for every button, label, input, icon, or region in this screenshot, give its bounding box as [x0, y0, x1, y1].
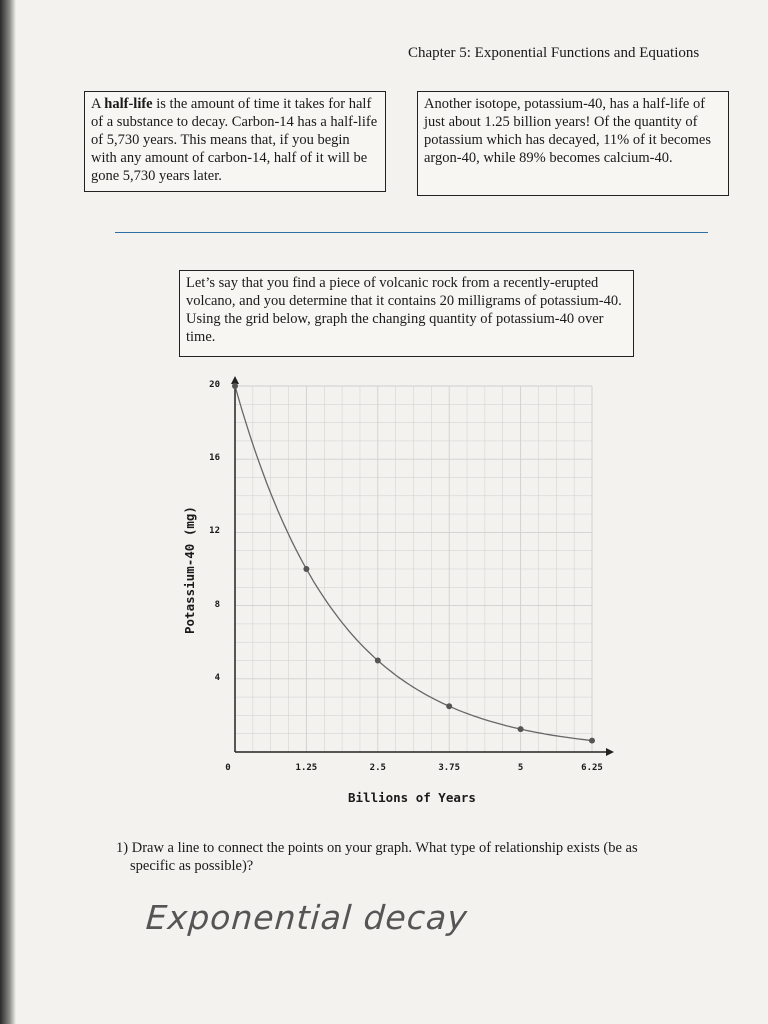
data-point: [232, 383, 238, 389]
data-point: [303, 566, 309, 572]
x-axis-label: Billions of Years: [348, 790, 476, 805]
data-point: [518, 726, 524, 732]
half-life-term: half-life: [104, 96, 153, 112]
x-tick-label: 6.25: [581, 763, 603, 773]
y-tick-label: 8: [214, 599, 220, 610]
x-tick-label: 5: [517, 763, 524, 773]
data-point: [589, 738, 595, 744]
y-tick-label: 4: [214, 672, 220, 683]
question-1: [116, 839, 676, 875]
data-point: [446, 703, 452, 709]
x-tick-label: 0: [225, 763, 231, 773]
chapter-title: Chapter 5: Exponential Functions and Equations: [408, 45, 700, 61]
question-1-number: 1): [116, 840, 129, 856]
x-axis-arrow: [606, 748, 614, 756]
y-tick-label: 12: [209, 526, 220, 537]
potassium-text: Another isotope, potassium-40, has a half-life of just about 1.25 billion years! Of the quantity of potassium which has decayed, 11% of it becomes argon-40, while 89% becomes calcium-40.: [424, 96, 711, 166]
y-axis-label: Potassium-40 (mg): [182, 506, 197, 634]
half-life-prefix: A: [91, 96, 105, 112]
y-axis-arrow: [231, 376, 239, 384]
data-point: [375, 658, 381, 664]
half-life-text: is the amount of time it takes for half of a substance to decay. Carbon-14 has a half-life of 5,730 years. This means that, if you begin with any amount of carbon-14, half of it will be gone 5,730 years later.: [91, 96, 378, 184]
x-tick-label: 1.25: [295, 763, 318, 773]
x-tick-label: 3.75: [438, 763, 461, 773]
x-tick-label: 2.5: [369, 763, 386, 773]
y-tick-label: 20: [209, 380, 220, 390]
y-tick-label: 16: [209, 453, 220, 464]
question-1-line-2: specific as possible)?: [130, 858, 254, 874]
rock-prompt-text: Let’s say that you find a piece of volcanic rock from a recently-erupted volcano, and you determine that it contains 20 milligrams of potassium-40. Using the grid below, graph the changing quantity of potassium-40 over time.: [186, 275, 622, 345]
handwritten-answer: Exponential decay: [144, 898, 470, 937]
question-1-line-1: Draw a line to connect the points on your graph. What type of relationship exists (be as: [131, 840, 638, 856]
